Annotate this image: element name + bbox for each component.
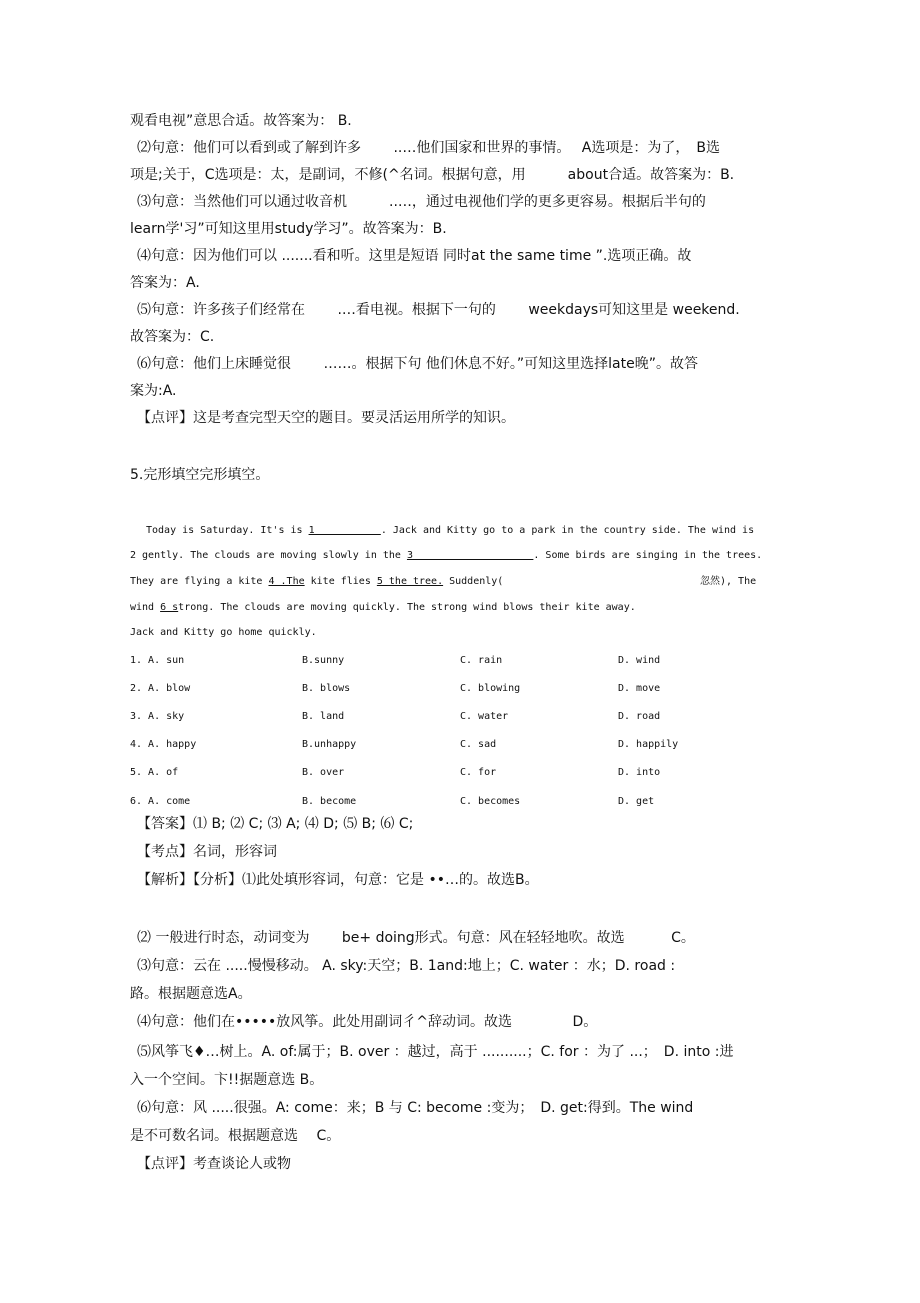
prev-line-1: 观看电视”意思合适。故答案为： B. (130, 113, 352, 129)
prev-line-5: learn学'习”可知这里用study学习”。故答案为：B. (130, 221, 447, 237)
passage-line-5: Jack and Kitty go home quickly. (130, 627, 317, 638)
analysis-3b: 路。根据题意选A。 (130, 986, 252, 1002)
prev-line-10: ⑹句意：他们上床睡觉很 ……。根据下句 他们休息不好。”可知这里选择late晚”。故答 (137, 356, 698, 372)
option-c: C. water (460, 711, 509, 722)
analysis-5b: 入一个空间。卞!!据题意选 B。 (130, 1072, 324, 1088)
analysis-6b: 是不可数名词。根据题意选 C。 (130, 1128, 341, 1144)
option-b: B. blows (302, 683, 351, 694)
option-b: B. become (302, 796, 357, 807)
option-d: D. happily (618, 739, 679, 750)
analysis-4: ⑷句意：他们在•••••放风筝。此处用副词彳^辞动词。故选 D。 (137, 1014, 598, 1030)
prev-line-6: ⑷句意：因为他们可以 .......看和听。这里是短语 同时at the same time ”.选项正确。故 (137, 248, 692, 264)
option-a: 4. A. happy (130, 739, 197, 750)
option-c: C. rain (460, 655, 503, 666)
option-a: 5. A. of (130, 767, 179, 778)
passage-line-4: wind 6 strong. The clouds are moving quickly. The strong wind blows their kite away. (130, 602, 636, 613)
option-d: D. road (618, 711, 661, 722)
prev-line-3: 项是;关于，C选项是：太，是副词，不修(^名词。根据句意，用 about合适。故答案为：B. (130, 167, 735, 183)
kaodian-line: 【考点】名词，形容词 (137, 844, 277, 860)
option-c: C. becomes (460, 796, 521, 807)
prev-line-8: ⑸句意：许多孩子们经常在 .…看电视。根据下一句的 weekdays可知这里是 weekend. (137, 302, 740, 318)
option-d: D. get (618, 796, 655, 807)
comment-line: 【点评】考查谈论人或物 (137, 1156, 291, 1172)
prev-line-11: 案为:A. (130, 383, 177, 399)
prev-line-2: ⑵句意：他们可以看到或了解到许多 ..…他们国家和世界的事情。 A选项是：为了， B选 (137, 140, 720, 156)
analysis-6: ⑹句意：风 .....很强。A: come：来；B 与 C: become :变为； D. get:得到。The wind (137, 1100, 694, 1116)
prev-line-7: 答案为：A. (130, 275, 200, 291)
passage-line-3: They are flying a kite 4 .The kite flies 5 the tree. Suddenly( (130, 576, 504, 587)
prev-line-9: 故答案为：C. (130, 329, 215, 345)
option-d: D. into (618, 767, 661, 778)
blank-3: 3 (406, 550, 534, 561)
analysis-2: ⑵ 一般进行时态，动词变为 be+ doing形式。句意：风在轻轻地吹。故选 C。 (137, 930, 695, 946)
option-c: C. for (460, 767, 497, 778)
option-d: D. wind (618, 655, 661, 666)
option-b: B.sunny (302, 655, 345, 666)
analysis-5: ⑸风筝飞♦…树上。A. of:属于；B. over ：越过，高于 ..........；C. for ：为了 ...； D. into :进 (137, 1044, 734, 1060)
option-d: D. move (618, 683, 661, 694)
prev-line-4: ⑶句意：当然他们可以通过收音机 ..…，通过电视他们学的更多更容易。根据后半句的 (137, 194, 706, 210)
passage-line-3-end: 忽然), The (700, 576, 757, 587)
blank-4: 4 .The (268, 576, 305, 587)
option-a: 6. A. come (130, 796, 191, 807)
blank-1: 1 (308, 525, 381, 536)
option-a: 2. A. blow (130, 683, 191, 694)
option-b: B.unhappy (302, 739, 357, 750)
option-b: B. over (302, 767, 345, 778)
passage-line-1: Today is Saturday. It's is 1 . Jack and Kitty go to a park in the country side. The wind is (146, 525, 755, 536)
option-c: C. sad (460, 739, 497, 750)
answer-line: 【答案】⑴ B; ⑵ C; ⑶ A; ⑷ D; ⑸ B; ⑹ C; (137, 816, 414, 832)
prev-comment: 【点评】这是考查完型天空的题目。要灵活运用所学的知识。 (137, 410, 515, 426)
analysis-line: 【解析】【分析】⑴此处填形容词，句意：它是 ••…的。故选B。 (137, 872, 539, 888)
option-b: B. land (302, 711, 345, 722)
passage-line-2: 2 gently. The clouds are moving slowly in the 3 . Some birds are singing in the trees. (130, 550, 763, 561)
option-a: 3. A. sky (130, 711, 185, 722)
option-c: C. blowing (460, 683, 521, 694)
option-a: 1. A. sun (130, 655, 185, 666)
question-title: 5.完形填空完形填空。 (130, 467, 270, 483)
blank-6: 6 s (160, 602, 179, 613)
analysis-3: ⑶句意：云在 .....慢慢移动。 A. sky:天空；B. 1and:地上；C. water ：水；D. road : (137, 958, 676, 974)
blank-5: 5 the tree. (376, 576, 444, 587)
